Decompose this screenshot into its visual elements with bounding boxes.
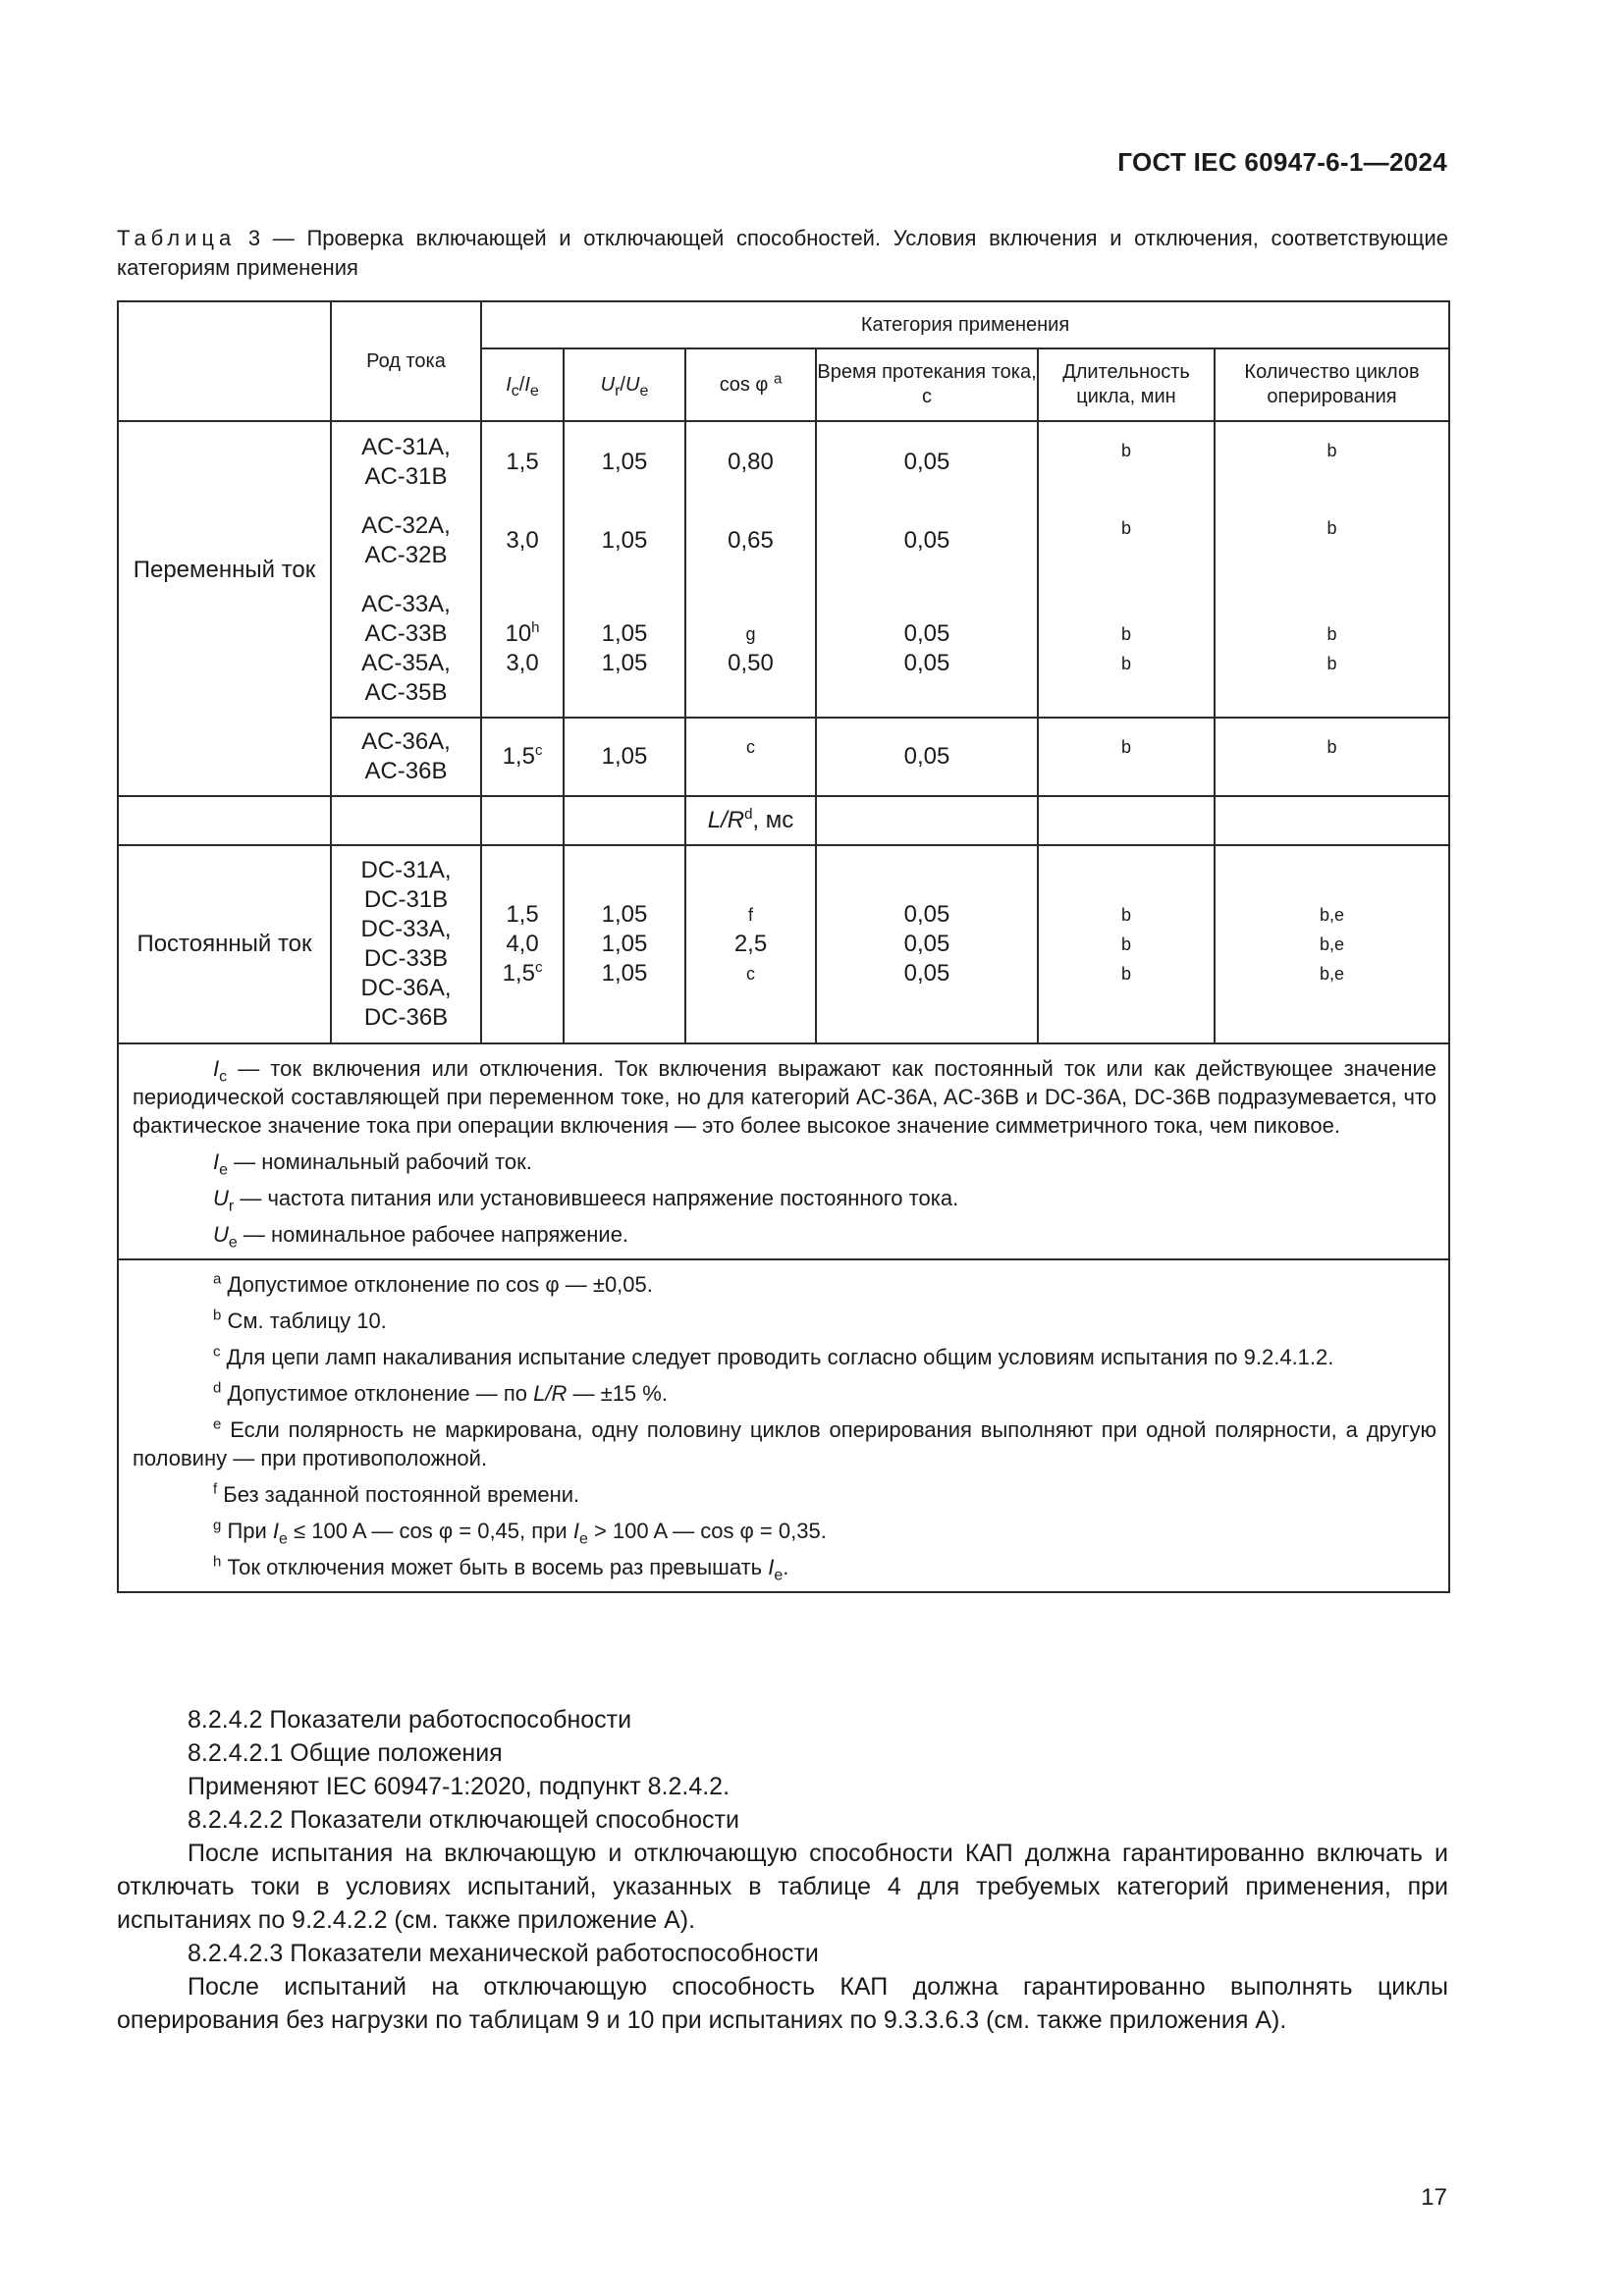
dc-label: Постоянный ток bbox=[118, 845, 331, 1043]
table-caption bbox=[117, 224, 1448, 283]
footnote-b: $^b$ См. таблицу 10. bbox=[213, 1307, 387, 1333]
ac33-cos: g 0,50 bbox=[685, 580, 816, 718]
ac31-cos: 0,80 bbox=[685, 421, 816, 502]
lr-empty-7 bbox=[1215, 796, 1449, 845]
ac-cat-32: AC-32A, AC-32B bbox=[331, 502, 481, 580]
footnote-a: $^a$ Допустимое отклонение по cos φ — ±0,05. bbox=[213, 1270, 653, 1297]
ac33-time: 0,05 0,05 bbox=[816, 580, 1038, 718]
ac32-time: 0,05 bbox=[816, 502, 1038, 580]
ac36-cos: c bbox=[685, 718, 816, 796]
ac32-ic: 3,0 bbox=[481, 502, 564, 580]
lr-empty-5 bbox=[816, 796, 1038, 845]
ac31-ic: 1,5 bbox=[481, 421, 564, 502]
document-code: ГОСТ IEC 60947-6-1—2024 bbox=[1117, 147, 1447, 177]
lr-label: $L/R^d$, мс bbox=[685, 796, 816, 845]
ac-label-continued bbox=[118, 718, 331, 796]
paragraph-breaking: После испытания на включающую и отключающую способности КАП должна гарантированно включать и отключать токи в условиях испытаний, указанных в таблице 4 для требуемых категорий применения, при испытаниях по 9.2.4.2.2 (см. также приложение А). bbox=[117, 1840, 1448, 1934]
ac36-dur: b bbox=[1038, 718, 1215, 796]
ac33-dur: b b bbox=[1038, 580, 1215, 718]
head-cycles: Количество циклов оперирования bbox=[1215, 348, 1449, 421]
ac32-dur: b bbox=[1038, 502, 1215, 580]
caption-label: Таблица bbox=[117, 226, 237, 250]
ac33-ur: 1,05 1,05 bbox=[564, 580, 685, 718]
ac33-ic: 10$^h$ 3,0 bbox=[481, 580, 564, 718]
lr-empty-4 bbox=[564, 796, 685, 845]
head-ic-ie: $I_c/I_e$ bbox=[481, 348, 564, 421]
dc-cyc: b,e b,e b,e bbox=[1215, 845, 1449, 1043]
ac32-cyc: b bbox=[1215, 502, 1449, 580]
head-category: Категория применения bbox=[481, 301, 1449, 348]
test-conditions-table bbox=[117, 300, 1450, 1593]
footnote-f: $^f$ Без заданной постоянной времени. bbox=[213, 1480, 580, 1507]
footnote-g: $^g$ При $I_e \le 100$ A — cos φ = 0,45, при $I_e > 100$ A — cos φ = 0,35. bbox=[213, 1517, 827, 1548]
dc-lr: f 2,5 c bbox=[685, 845, 816, 1043]
ac33-cyc: b b bbox=[1215, 580, 1449, 718]
dc-ic: 1,5 4,0 1,5$^c$ bbox=[481, 845, 564, 1043]
definition-ic: $I_c$ — ток включения или отключения. Ток включения выражают как постоянный ток или как действующее значение периодической составляющей при переменном токе, но для категорий AC-36A, AC-36B и DC-36A, DC-36B подразумевается, что фактическое значение тока при операции включения — это более высокое значение симметричного тока, чем пиковое. bbox=[133, 1056, 1437, 1138]
lr-empty-3 bbox=[481, 796, 564, 845]
head-cos: cos φ $^a$ bbox=[685, 348, 816, 421]
section-heading-8-2-4-2-2: 8.2.4.2.2 Показатели отключающей способности bbox=[188, 1806, 739, 1834]
dc-time: 0,05 0,05 0,05 bbox=[816, 845, 1038, 1043]
definition-ur: $U_r$ — частота питания или установившееся напряжение постоянного тока. bbox=[213, 1186, 959, 1215]
head-duration: Длительность цикла, мин bbox=[1038, 348, 1215, 421]
footnote-c: $^c$ Для цепи ламп накаливания испытание следует проводить согласно общим условиям испытания по 9.2.4.1.2. bbox=[213, 1343, 1334, 1369]
section-heading-8-2-4-2: 8.2.4.2 Показатели работоспособности bbox=[188, 1706, 632, 1734]
definition-ie: $I_e$ — номинальный рабочий ток. bbox=[213, 1149, 532, 1179]
ac36-cyc: b bbox=[1215, 718, 1449, 796]
footnote-h: $^h$ Ток отключения может быть в восемь раз превышать $I_e$. bbox=[213, 1553, 789, 1584]
ac32-ur: 1,05 bbox=[564, 502, 685, 580]
ac36-ur: 1,05 bbox=[564, 718, 685, 796]
paragraph-mechanical: После испытаний на отключающую способность КАП должна гарантированно выполнять циклы оперирования без нагрузки по таблицам 9 и 10 при испытаниях по 9.3.3.6.3 (см. также приложения А). bbox=[117, 1973, 1448, 2034]
section-heading-8-2-4-2-3: 8.2.4.2.3 Показатели механической работоспособности bbox=[188, 1940, 819, 1967]
head-time: Время протекания тока, с bbox=[816, 348, 1038, 421]
ac31-time: 0,05 bbox=[816, 421, 1038, 502]
ac31-ur: 1,05 bbox=[564, 421, 685, 502]
ac-cat-33-35: AC-33A, AC-33B AC-35A, AC-35B bbox=[331, 580, 481, 718]
paragraph-applies: Применяют IEC 60947-1:2020, подпункт 8.2.4.2. bbox=[188, 1773, 731, 1800]
ac32-cos: 0,65 bbox=[685, 502, 816, 580]
lr-empty-6 bbox=[1038, 796, 1215, 845]
head-kind: Род тока bbox=[331, 301, 481, 421]
ac36-ic: 1,5$^c$ bbox=[481, 718, 564, 796]
ac-label: Переменный ток bbox=[118, 421, 331, 718]
dc-cat: DC-31A, DC-31B DC-33A, DC-33B DC-36A, DC-36B bbox=[331, 845, 481, 1043]
dc-dur: b b b bbox=[1038, 845, 1215, 1043]
lr-empty-1 bbox=[118, 796, 331, 845]
head-empty bbox=[118, 301, 331, 421]
footnote-e: $^e$ Если полярность не маркирована, одну половину циклов оперирования выполняют при одной полярности, а другую половину — при противоположной. bbox=[133, 1415, 1437, 1470]
head-ur-ue: $U_r/U_e$ bbox=[564, 348, 685, 421]
footnotes-block bbox=[118, 1259, 1449, 1592]
ac31-cyc: b bbox=[1215, 421, 1449, 502]
definitions-block bbox=[118, 1043, 1449, 1259]
section-heading-8-2-4-2-1: 8.2.4.2.1 Общие положения bbox=[188, 1739, 503, 1767]
body-text bbox=[117, 1703, 1448, 2037]
ac-cat-31: AC-31A, AC-31B bbox=[331, 421, 481, 502]
ac31-dur: b bbox=[1038, 421, 1215, 502]
caption-text: 3 — Проверка включающей и отключающей способностей. Условия включения и отключения, соответствующие категориям применения bbox=[117, 226, 1448, 280]
page-number: 17 bbox=[1421, 2184, 1447, 2211]
definition-ue: $U_e$ — номинальное рабочее напряжение. bbox=[213, 1222, 629, 1252]
dc-ur: 1,05 1,05 1,05 bbox=[564, 845, 685, 1043]
ac-cat-36: AC-36A, AC-36B bbox=[331, 718, 481, 796]
ac36-time: 0,05 bbox=[816, 718, 1038, 796]
footnote-d: $^d$ Допустимое отклонение — по L/R — ±15 %. bbox=[213, 1379, 668, 1406]
lr-empty-2 bbox=[331, 796, 481, 845]
